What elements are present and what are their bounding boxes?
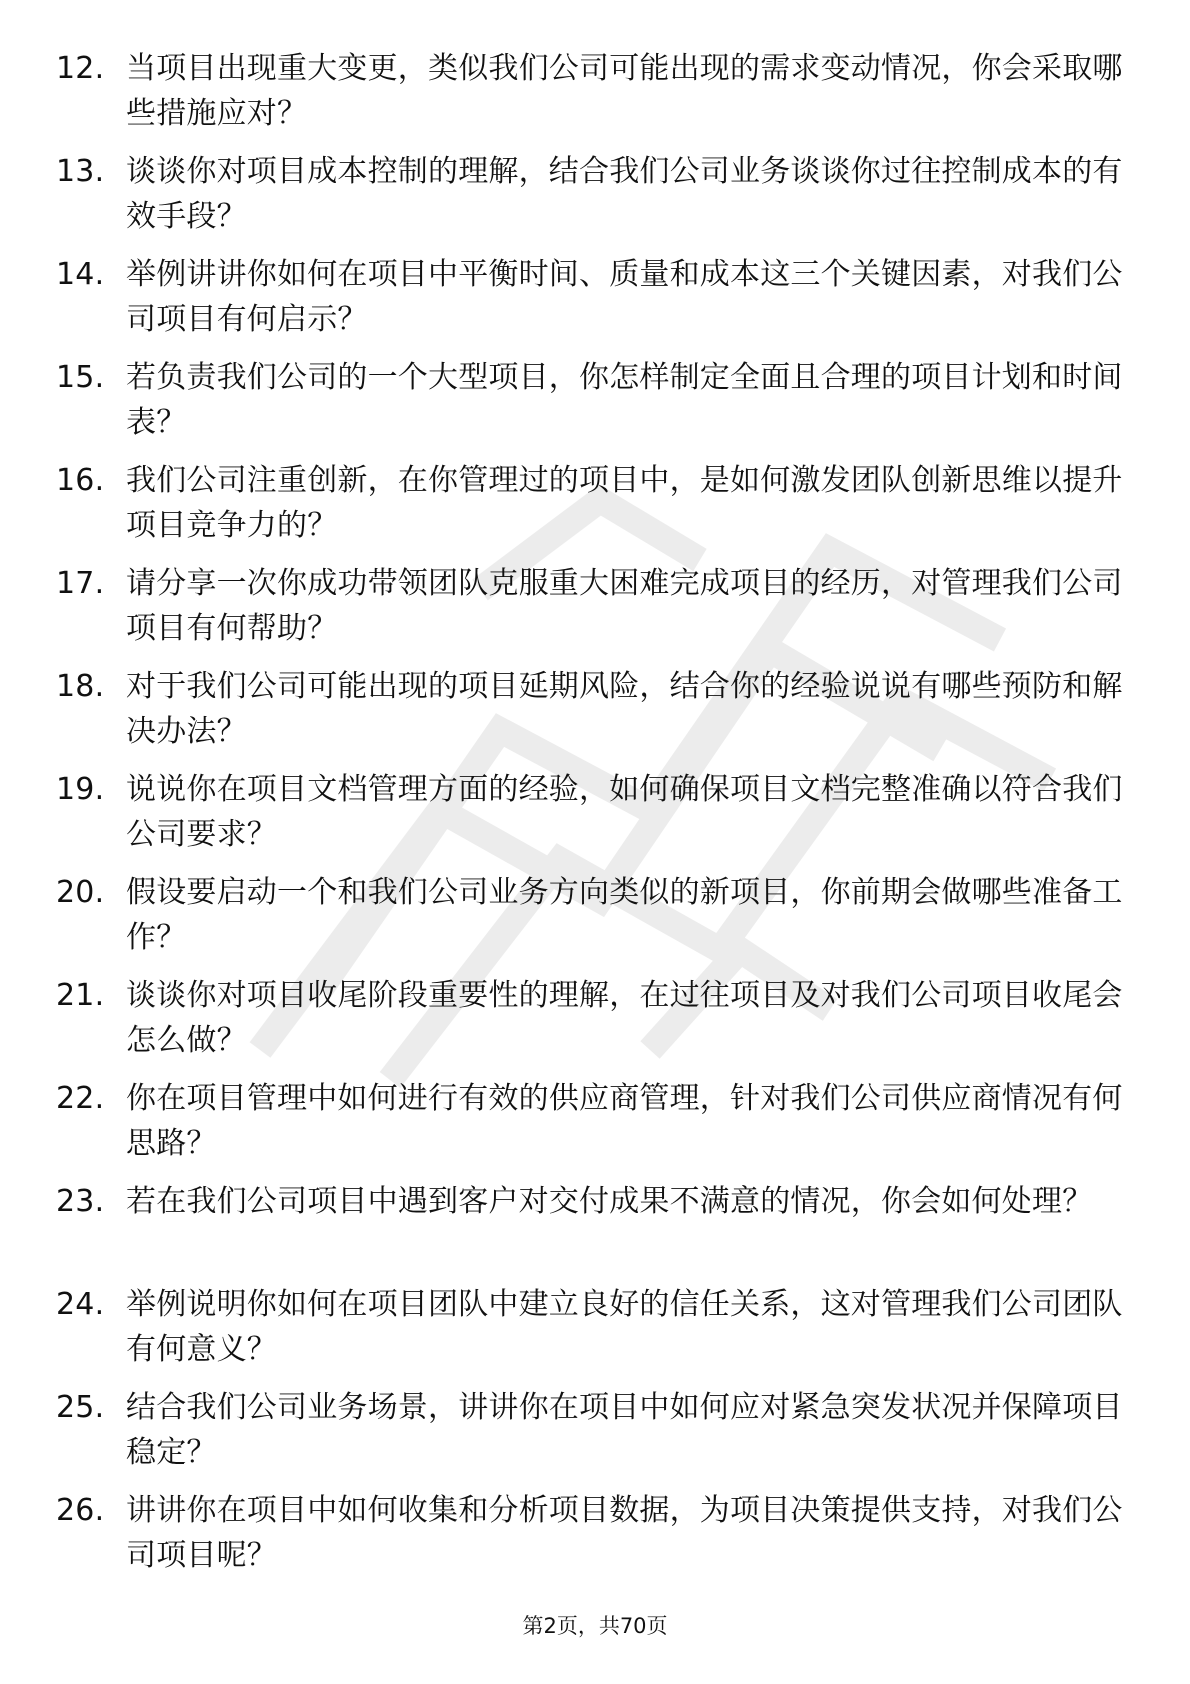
question-text: 请分享一次你成功带领团队克服重大困难完成项目的经历，对管理我们公司项目有何帮助？ [126,566,1123,646]
question-item-25 [56,1385,1136,1475]
question-text: 若负责我们公司的一个大型项目，你怎样制定全面且合理的项目计划和时间表？ [126,360,1123,440]
question-number: 12. [56,51,105,86]
question-item-19 [56,767,1136,857]
page-number-label: 第2页，共70页 [522,1614,668,1638]
question-number: 24. [56,1287,105,1322]
question-number: 17. [56,566,105,601]
question-text: 谈谈你对项目收尾阶段重要性的理解，在过往项目及对我们公司项目收尾会怎么做？ [126,978,1123,1058]
question-item-23 [56,1179,1136,1269]
question-number: 23. [56,1184,105,1219]
question-item-16 [56,458,1136,548]
question-item-15 [56,355,1136,445]
question-item-22 [56,1076,1136,1166]
question-text: 举例说明你如何在项目团队中建立良好的信任关系，这对管理我们公司团队有何意义？ [126,1287,1123,1367]
question-number: 21. [56,978,105,1013]
question-number: 25. [56,1390,105,1425]
question-text: 假设要启动一个和我们公司业务方向类似的新项目，你前期会做哪些准备工作？ [126,875,1123,955]
question-item-20 [56,870,1136,960]
question-text: 当项目出现重大变更，类似我们公司可能出现的需求变动情况，你会采取哪些措施应对？ [126,51,1123,131]
question-text: 结合我们公司业务场景，讲讲你在项目中如何应对紧急突发状况并保障项目稳定？ [126,1390,1123,1470]
question-text: 你在项目管理中如何进行有效的供应商管理，针对我们公司供应商情况有何思路？ [126,1081,1123,1161]
question-text: 若在我们公司项目中遇到客户对交付成果不满意的情况，你会如何处理？ [126,1184,1093,1219]
question-item-21 [56,973,1136,1063]
question-text: 讲讲你在项目中如何收集和分析项目数据，为项目决策提供支持，对我们公司项目呢？ [126,1493,1123,1573]
question-text: 说说你在项目文档管理方面的经验，如何确保项目文档完整准确以符合我们公司要求？ [126,772,1123,852]
question-list [56,46,1136,1591]
question-text: 举例讲讲你如何在项目中平衡时间、质量和成本这三个关键因素，对我们公司项目有何启示？ [126,257,1123,337]
question-text: 谈谈你对项目成本控制的理解，结合我们公司业务谈谈你过往控制成本的有效手段？ [126,154,1123,234]
question-number: 14. [56,257,105,292]
page-footer [0,1610,1190,1640]
question-number: 15. [56,360,105,395]
question-item-24 [56,1282,1136,1372]
question-item-12 [56,46,1136,136]
question-text: 我们公司注重创新，在你管理过的项目中，是如何激发团队创新思维以提升项目竞争力的？ [126,463,1123,543]
question-item-26 [56,1488,1136,1578]
question-number: 18. [56,669,105,704]
question-item-14 [56,252,1136,342]
question-number: 22. [56,1081,105,1116]
question-item-17 [56,561,1136,651]
question-item-13 [56,149,1136,239]
question-item-18 [56,664,1136,754]
question-number: 26. [56,1493,105,1528]
question-number: 19. [56,772,105,807]
question-number: 16. [56,463,105,498]
question-text: 对于我们公司可能出现的项目延期风险，结合你的经验说说有哪些预防和解决办法？ [126,669,1123,749]
question-number: 13. [56,154,105,189]
question-number: 20. [56,875,105,910]
